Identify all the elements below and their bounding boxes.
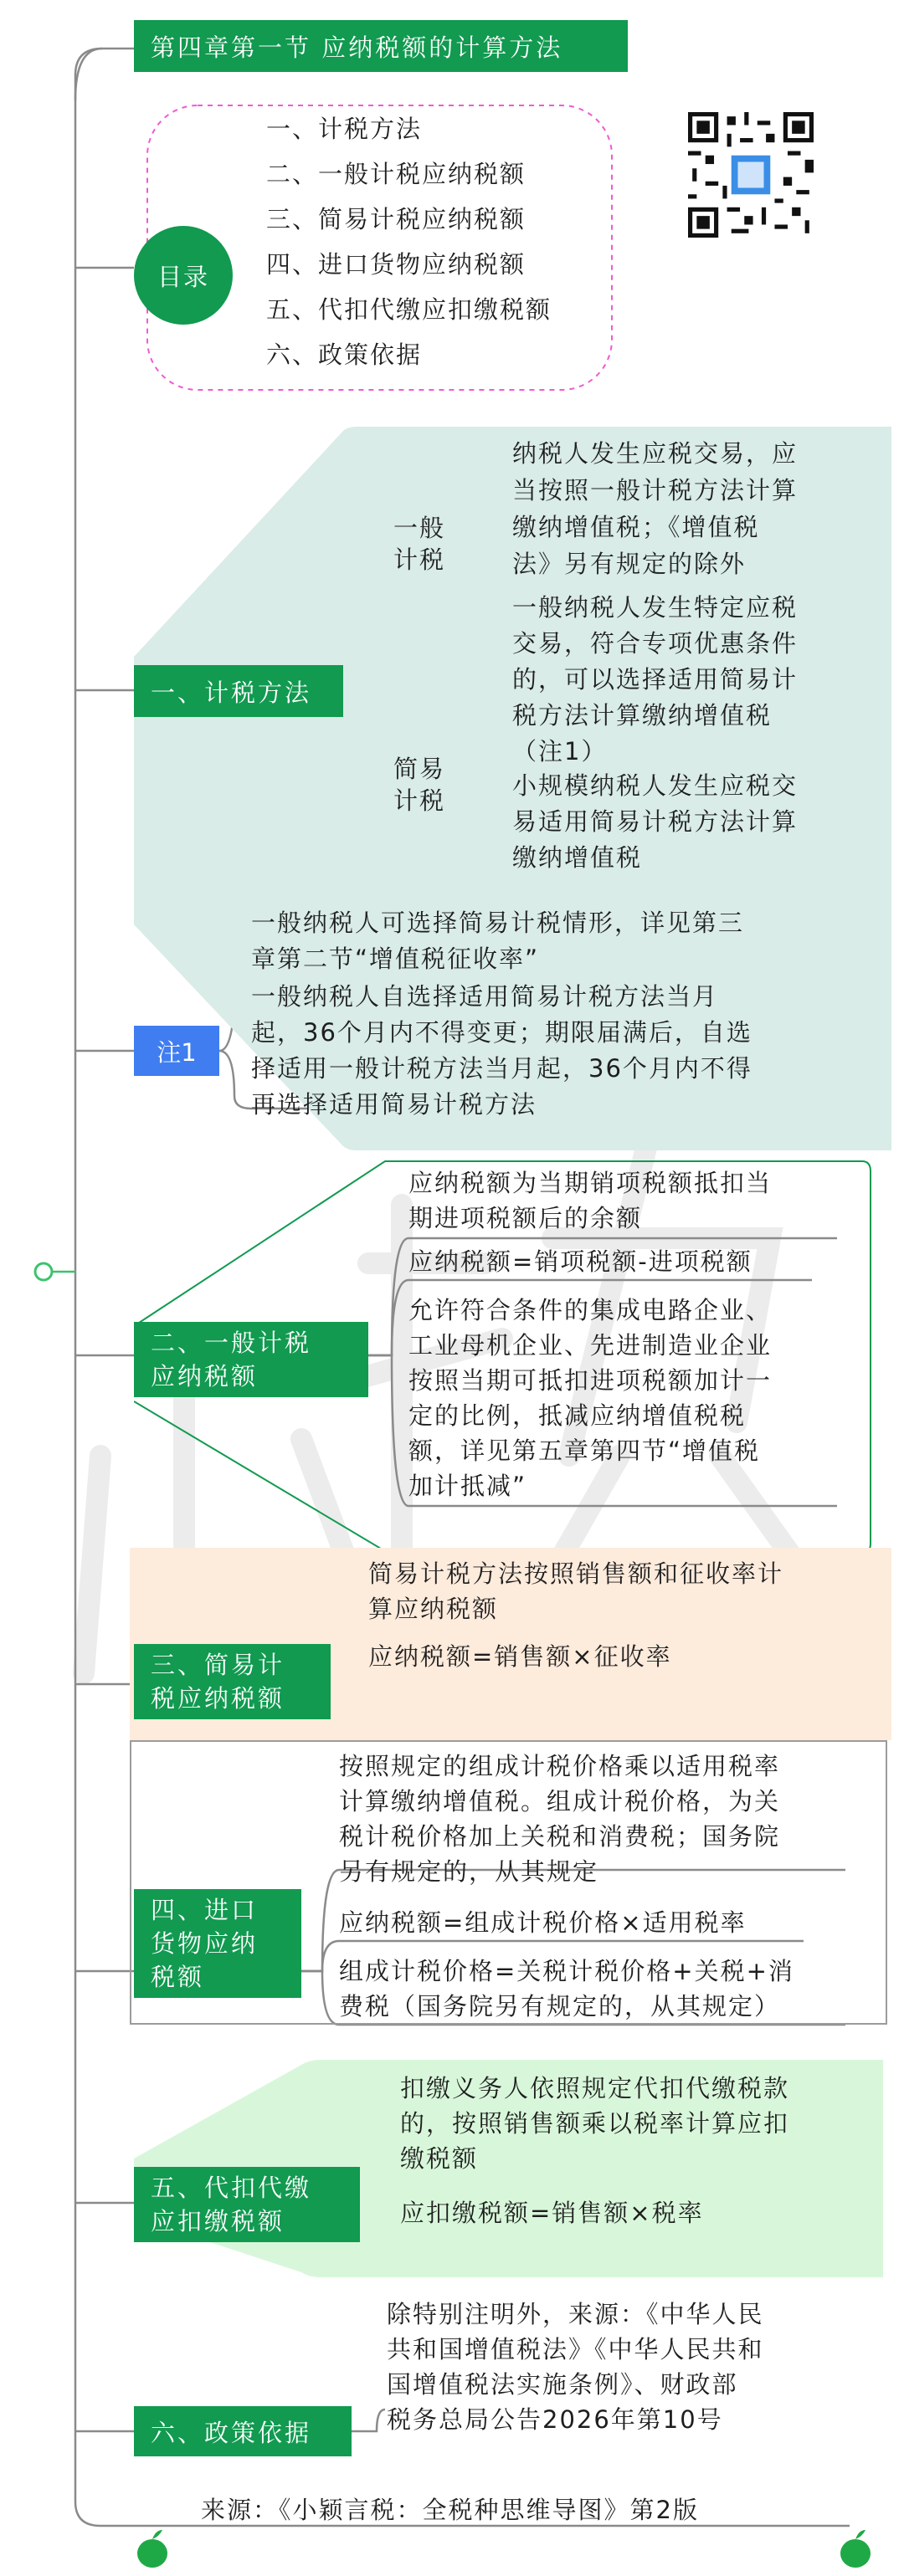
note1-item1: 一般纳税人可选择简易计税情形，详见第三 章第二节“增值税征收率”: [251, 909, 745, 973]
note1-item2: 一般纳税人自选择适用简易计税方法当月 起，36个月内不得变更；期限届满后，自选 择适用一般计税方法当月起，36个月内不得 再选择适用简易计税方法: [251, 982, 752, 1119]
note1-node[interactable]: 注1: [134, 1026, 219, 1076]
source-footer: 来源：《小颖言税：全税种思维导图》第2版: [201, 2496, 699, 2524]
simple-tax-label: 简易 计税: [393, 755, 446, 815]
apple-icon: [134, 2527, 171, 2568]
qr-code: [688, 112, 814, 238]
simple-tax-item1: 一般纳税人发生特定应税 交易，符合专项优惠条件 的，可以选择适用简易计 税方法计算缴纳增值税 （注1）: [512, 593, 799, 766]
general-tax-label: 一般 计税: [393, 514, 446, 574]
apple-icon: [837, 2527, 874, 2568]
section2-item1: 应纳税额为当期销项税额抵扣当 期进项税额后的余额: [408, 1169, 773, 1232]
section4-node[interactable]: 四、进口 货物应纳 税额: [134, 1889, 301, 1998]
section5-node[interactable]: 五、代扣代缴 应扣缴税额: [134, 2167, 360, 2242]
section1-node[interactable]: 一、计税方法: [134, 665, 343, 717]
toc-item[interactable]: 六、政策依据: [266, 341, 423, 369]
section3-item1: 简易计税方法按照销售额和征收率计 算应纳税额: [368, 1559, 784, 1623]
section5-item1: 扣缴义务人依照规定代扣代缴税款 的，按照销售额乘以税率计算应扣 缴税额: [400, 2074, 790, 2173]
toc-node: 目录: [134, 226, 233, 325]
simple-tax-item2: 小规模纳税人发生应税交 易适用简易计税方法计算 缴纳增值税: [512, 771, 799, 872]
page-title: 第四章第一节 应纳税额的计算方法: [134, 20, 628, 72]
general-tax-text: 纳税人发生应税交易，应 当按照一般计税方法计算 缴纳增值税；《增值税 法》另有规定的除外: [512, 439, 799, 578]
toc-item[interactable]: 五、代扣代缴应扣缴税额: [266, 295, 552, 324]
toc-item[interactable]: 三、简易计税应纳税额: [266, 205, 526, 233]
toc-item[interactable]: 二、一般计税应纳税额: [266, 160, 526, 188]
section6-node[interactable]: 六、政策依据: [134, 2406, 352, 2456]
toc-item[interactable]: 四、进口货物应纳税额: [266, 250, 526, 279]
section4-item3: 组成计税价格=关税计税价格+关税+消 费税（国务院另有规定的，从其规定）: [339, 1957, 794, 2020]
section4-formula: 应纳税额=组成计税价格×适用税率: [339, 1908, 747, 1937]
toc-item[interactable]: 一、计税方法: [266, 115, 423, 143]
section3-formula: 应纳税额=销售额×征收率: [368, 1642, 672, 1671]
section4-item1: 按照规定的组成计税价格乘以适用税率 计算缴纳增值税。组成计税价格，为关 税计税价格加上关税和消费税；国务院 另有规定的，从其规定: [339, 1752, 781, 1886]
section2-formula: 应纳税额=销项税额-进项税额: [408, 1247, 752, 1276]
section6-text: 除特别注明外，来源：《中华人民 共和国增值税法》《中华人民共和 国增值税法实施条例》、财政部 税务总局公告2026年第10号: [387, 2300, 764, 2434]
section2-item3: 允许符合条件的集成电路企业、 工业母机企业、先进制造业企业 按照当期可抵扣进项税额加计一 定的比例，抵减应纳增值税税 额，详见第五章第四节“增值税 加计抵减”: [408, 1296, 773, 1500]
section5-formula: 应扣缴税额=销售额×税率: [400, 2199, 704, 2227]
section3-node[interactable]: 三、简易计 税应纳税额: [134, 1644, 331, 1719]
section2-node[interactable]: 二、一般计税 应纳税额: [134, 1322, 368, 1397]
